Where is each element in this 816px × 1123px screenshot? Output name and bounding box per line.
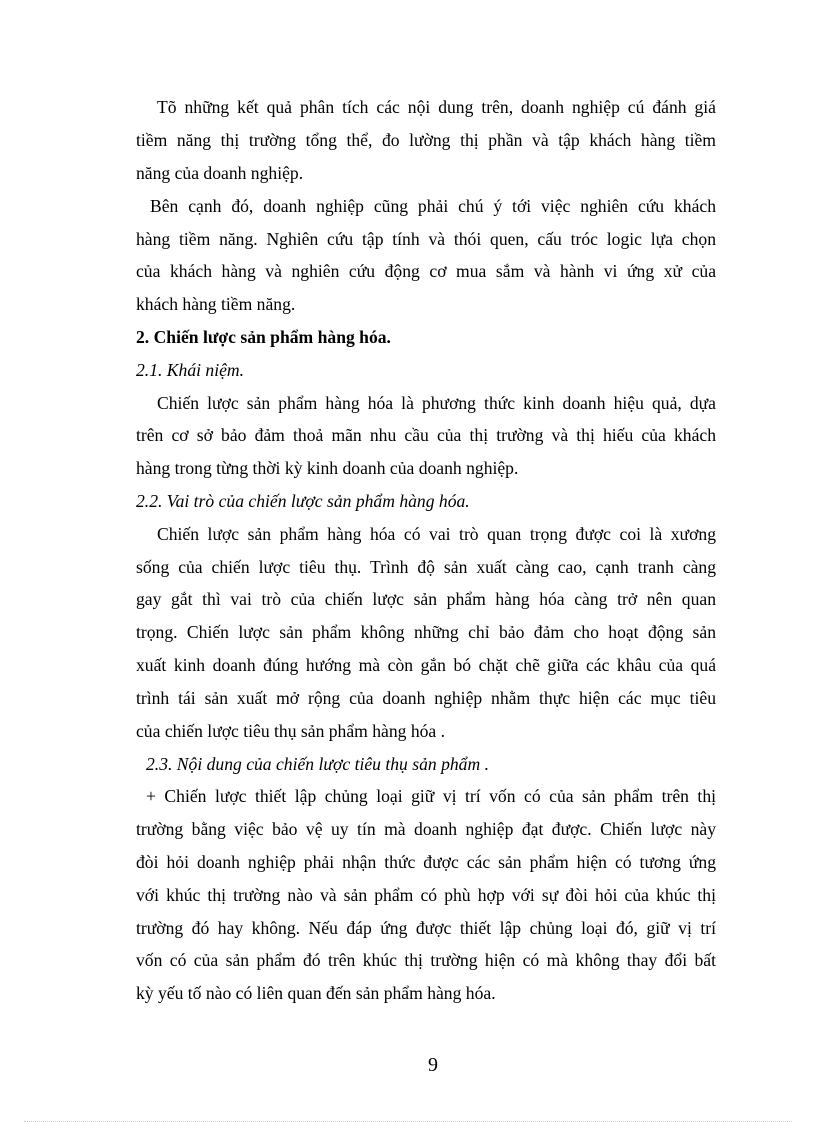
paragraph-line: khách hàng tiềm năng. [136,294,296,314]
paragraph-line: trường bằng việc bảo vệ uy tín mà doanh nghiệp đạt được. Chiến lược này [136,819,716,839]
paragraph-line: hàng trong từng thời kỳ kinh doanh của doanh nghiệp. [136,458,519,478]
paragraph-line: gay gắt thì vai trò của chiến lược sản phẩm hàng hóa càng trở nên quan [136,589,716,609]
paragraph-line: kỳ yếu tố nào có liên quan đến sản phẩm hàng hóa. [136,983,496,1003]
subsection-heading: 2.3. Nội dung của chiến lược tiêu thụ sản phẩm . [146,754,489,774]
paragraph-line: Chiến lược sản phẩm hàng hóa có vai trò quan trọng được coi là xương [157,524,716,544]
paragraph-line: của chiến lược tiêu thụ sản phẩm hàng hóa . [136,721,446,741]
paragraph-line: tiềm năng thị trường tổng thể, đo lường thị phần và tập khách hàng tiềm [136,130,716,150]
paragraph-line: xuất kinh doanh đúng hướng mà còn gắn bó chặt chẽ giữa các khâu của quá [136,655,716,675]
paragraph-line: trình tái sản xuất mở rộng của doanh nghiệp nhằm thực hiện các mục tiêu [136,688,716,708]
subsection-heading: 2.2. Vai trò của chiến lược sản phẩm hàng hóa. [136,491,470,511]
page-bottom-divider [24,1121,792,1122]
paragraph-line: Tõ những kết quả phân tích các nội dung trên, doanh nghiệp cú đánh giá [157,97,716,117]
paragraph-line: trọng. Chiến lược sản phẩm không những chỉ bảo đảm cho hoạt động sản [136,622,716,642]
paragraph-line: Bên cạnh đó, doanh nghiệp cũng phải chú ý tới việc nghiên cứu khách [150,196,716,216]
paragraph-line: + Chiến lược thiết lập chủng loại giữ vị trí vốn có của sản phẩm trên thị [146,786,716,806]
page-number: 9 [428,1054,438,1076]
paragraph-line: vốn có của sản phẩm đó trên khúc thị trường hiện có mà không thay đổi bất [136,950,716,970]
paragraph-line: sống của chiến lược tiêu thụ. Trình độ sản xuất càng cao, cạnh tranh càng [136,557,716,577]
subsection-heading: 2.1. Khái niệm. [136,360,245,380]
paragraph-line: trường đó hay không. Nếu đáp ứng được thiết lập chủng loại đó, giữ vị trí [136,918,716,938]
paragraph-line: năng của doanh nghiệp. [136,163,304,183]
paragraph-line: Chiến lược sản phẩm hàng hóa là phương thức kinh doanh hiệu quả, dựa [157,393,716,413]
paragraph-line: của khách hàng và nghiên cứu động cơ mua sắm và hành vi ứng xử của [136,261,716,281]
section-heading: 2. Chiến lược sản phẩm hàng hóa. [136,327,391,347]
paragraph-line: đòi hỏi doanh nghiệp phải nhận thức được các sản phẩm hiện có tương ứng [136,852,716,872]
paragraph-line: trên cơ sở bảo đảm thoả mãn nhu cầu của thị trường và thị hiếu của khách [136,425,716,445]
paragraph-line: với khúc thị trường nào và sản phẩm có phù hợp với sự đòi hỏi của khúc thị [136,885,716,905]
paragraph-line: hàng tiềm năng. Nghiên cứu tập tính và thói quen, cấu tróc logic lựa chọn [136,229,716,249]
